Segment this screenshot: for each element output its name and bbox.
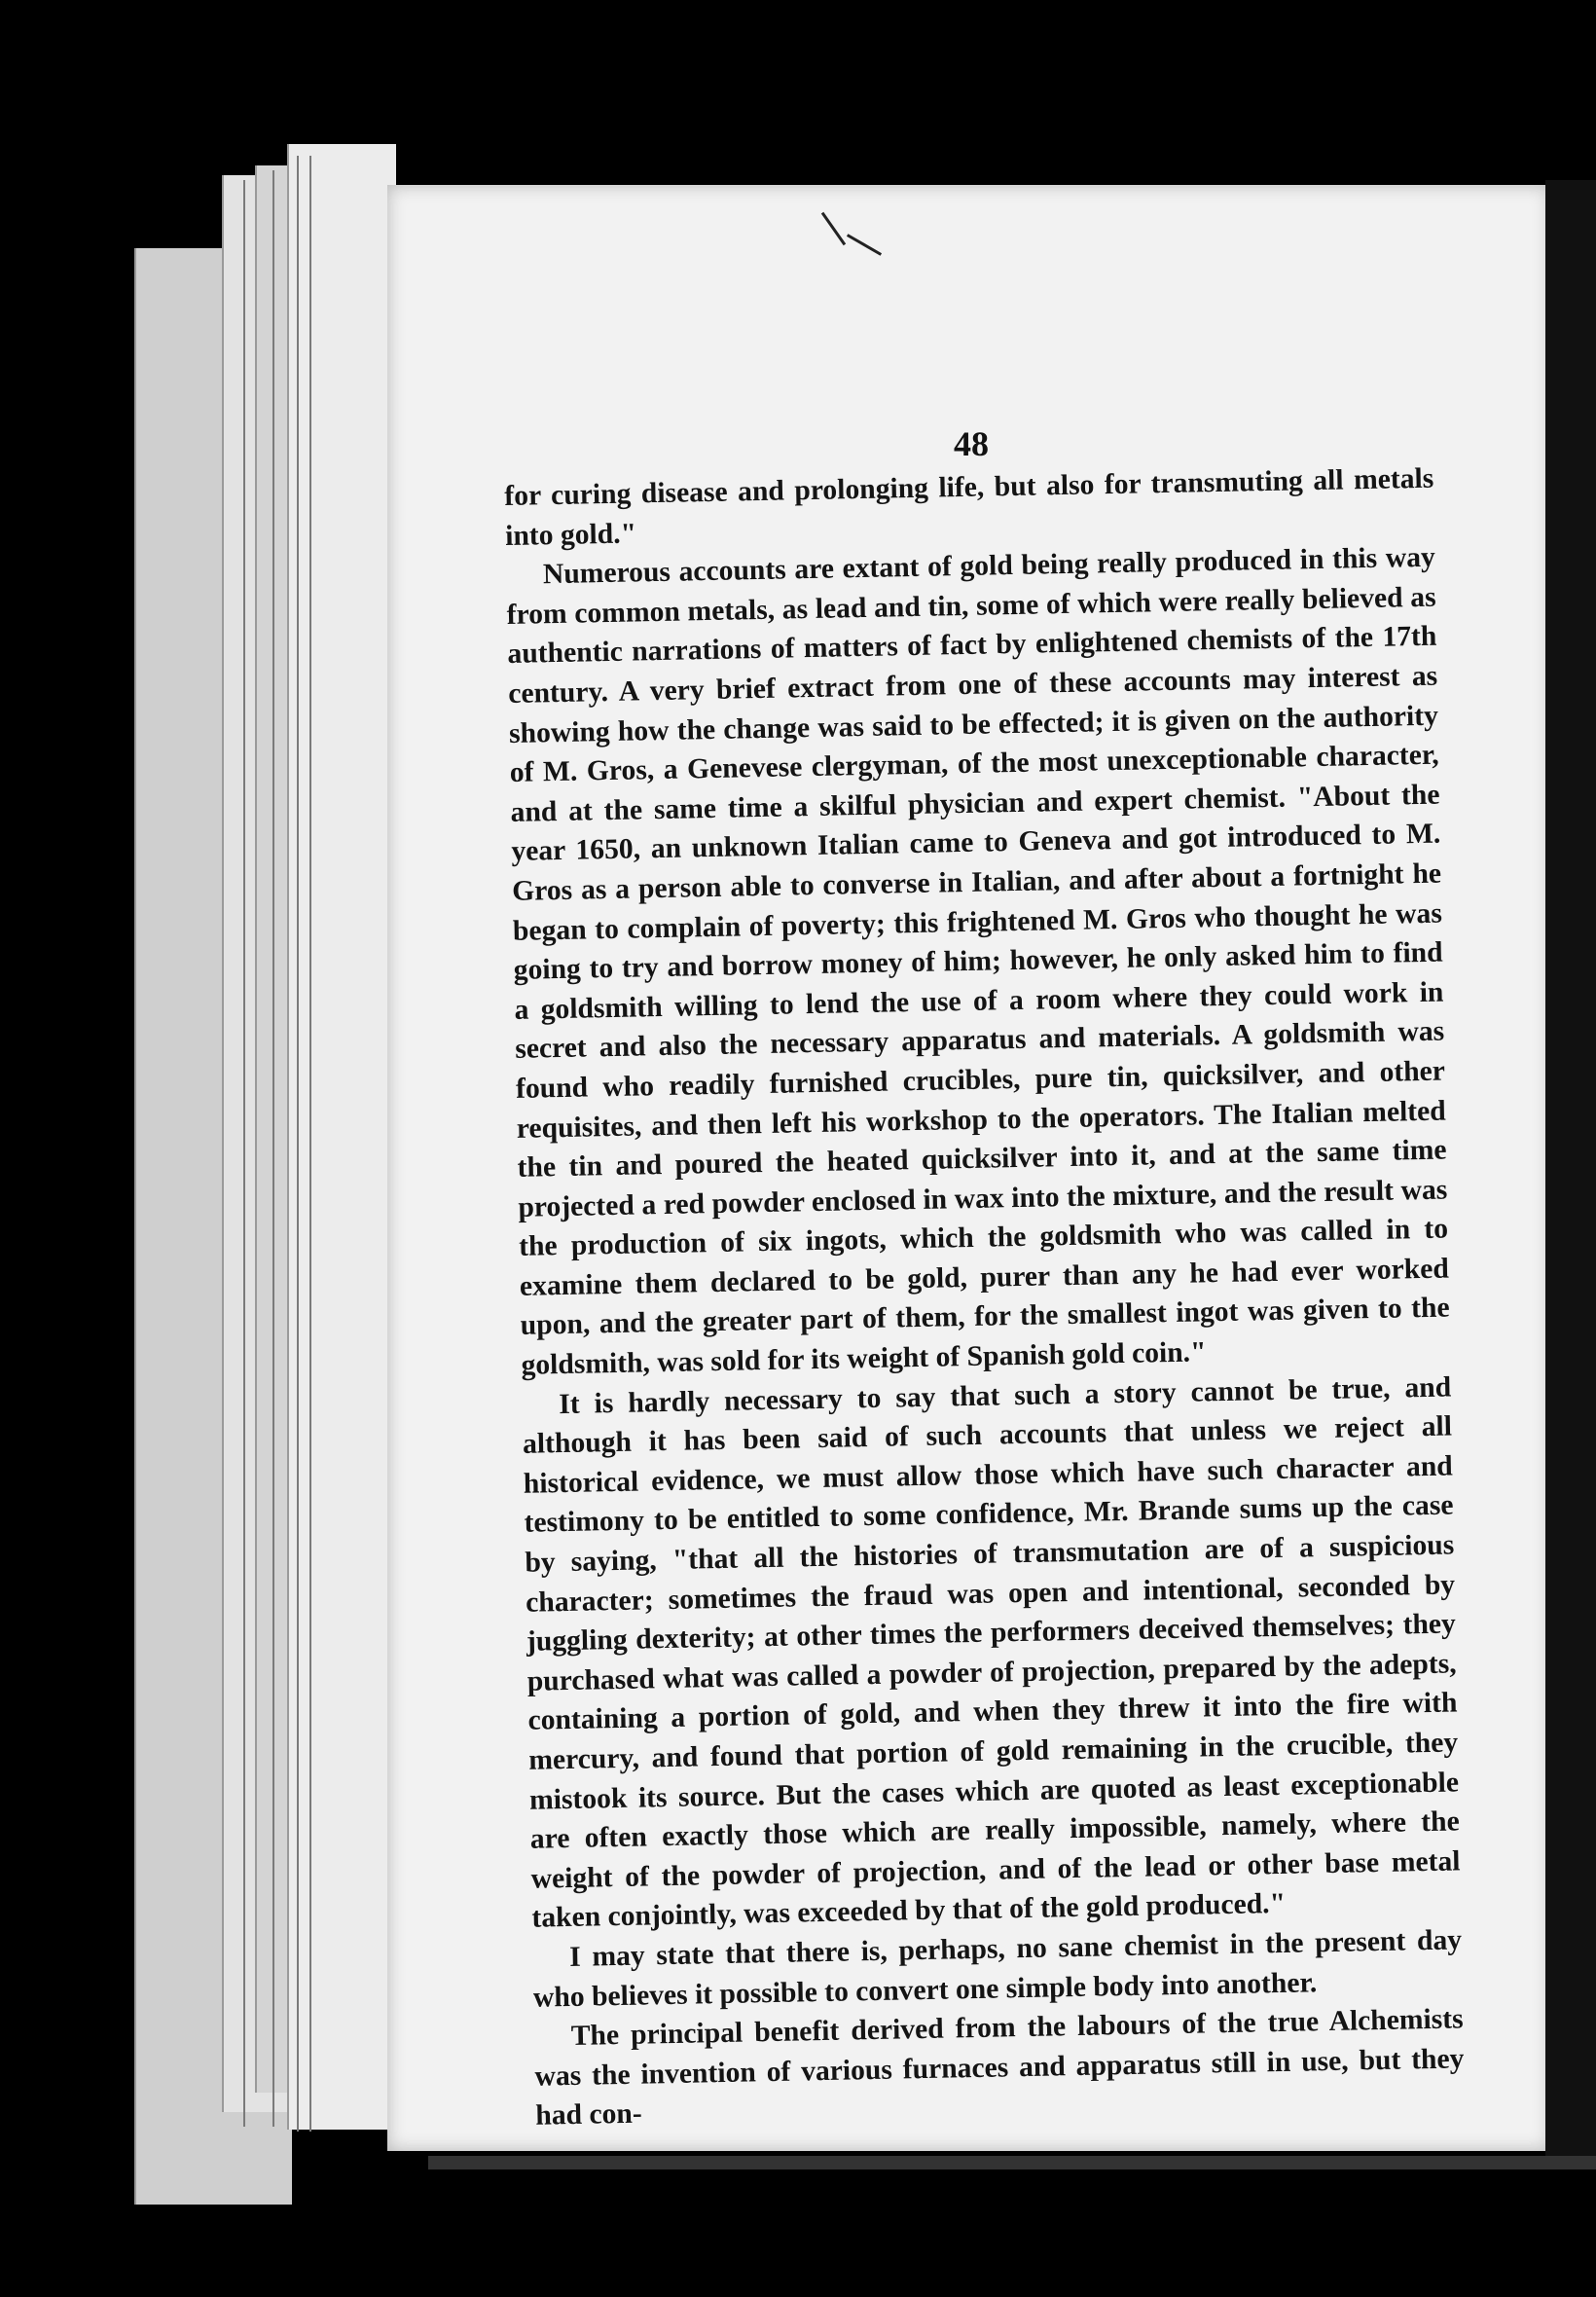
page-edge-line — [297, 156, 299, 2132]
page-edge-line — [272, 170, 274, 2127]
paragraph: I may state that there is, perhaps, no sane chemist in the present day who believes it possible to convert one simple body into another. — [532, 1924, 1463, 2014]
paragraph: It is hardly necessary to say that such a story cannot be true, and although it has been said of such accounts that unless we reject all historical evidence, we must allow those which have such character and testimony to be entitled to some confidence, Mr. Brande sums up the case by saying, "that all the histories of transmutation are of a suspicious character; sometimes the fraud was open and intentional, seconded by juggling dexterity; at other times the performers deceived themselves; they purchased what was called a powder of projection, prepared by the adepts, containing a portion of gold, and when they threw it into the fire with mercury, and found that portion of gold remaining in the crucible, they mistook its source. But the cases which are quoted as least exceptionable are often exactly those which are really impossible, namely, where the weight of the powder of projection, and of the lead or other base metal taken conjointly, was exceeded by that of the gold produced." — [522, 1371, 1461, 1935]
underlying-page — [287, 144, 396, 2130]
page-number: 48 — [954, 424, 989, 463]
book-page — [387, 185, 1550, 2151]
stray-pen-mark — [847, 234, 882, 256]
page-edge-line — [243, 180, 245, 2127]
page-right-edge-shadow — [1545, 180, 1596, 2156]
paragraph: The principal benefit derived from the labours of the true Alchemists was the invention of various furnaces and apparatus still in use, but they had con- — [534, 2003, 1465, 2133]
paragraph: Numerous accounts are extant of gold being really produced in this way from common metals, as lead and tin, some of which were really believed as authentic narrations of matters of fact by enlightened chemists of the 17th century. A very brief extract from one of these accounts may interest as showing how the change was said to be effected; it is given on the authority of M. Gros, a Genevese clergyman, of the most unexceptionable character, and at the same time a skilful physician and expert chemist. "About the year 1650, an unknown Italian came to Geneva and got introduced to M. Gros as a person able to converse in Italian, and after about a fortnight he began to complain of poverty; this frightened M. Gros who thought he was going to try and borrow money of him; however, he only asked him to find a goldsmith willing to lend the use of a room where they could work in secret and also the necessary apparatus and materials. A goldsmith was found who readily furnished crucibles, pure tin, quicksilver, and other requisites, and then left his workshop to the operators. The Italian melted the tin and poured the heated quicksilver into it, and at the same time projected a red powder enclosed in wax into the mixture, and the result was the production of six ingots, which the goldsmith who was called in to examine them declared to be gold, purer than any he had ever worked upon, and the greater part of them, for the smallest ingot was given to the goldsmith, was sold for its weight of Spanish gold coin." — [506, 541, 1450, 1381]
body-text — [504, 459, 1466, 2136]
paragraph: for curing disease and prolonging life, but also for transmuting all metals into gold." — [504, 462, 1434, 552]
page-edge-line — [309, 156, 311, 2132]
stray-pen-mark — [821, 212, 846, 245]
page-bottom-shadow — [428, 2156, 1596, 2169]
